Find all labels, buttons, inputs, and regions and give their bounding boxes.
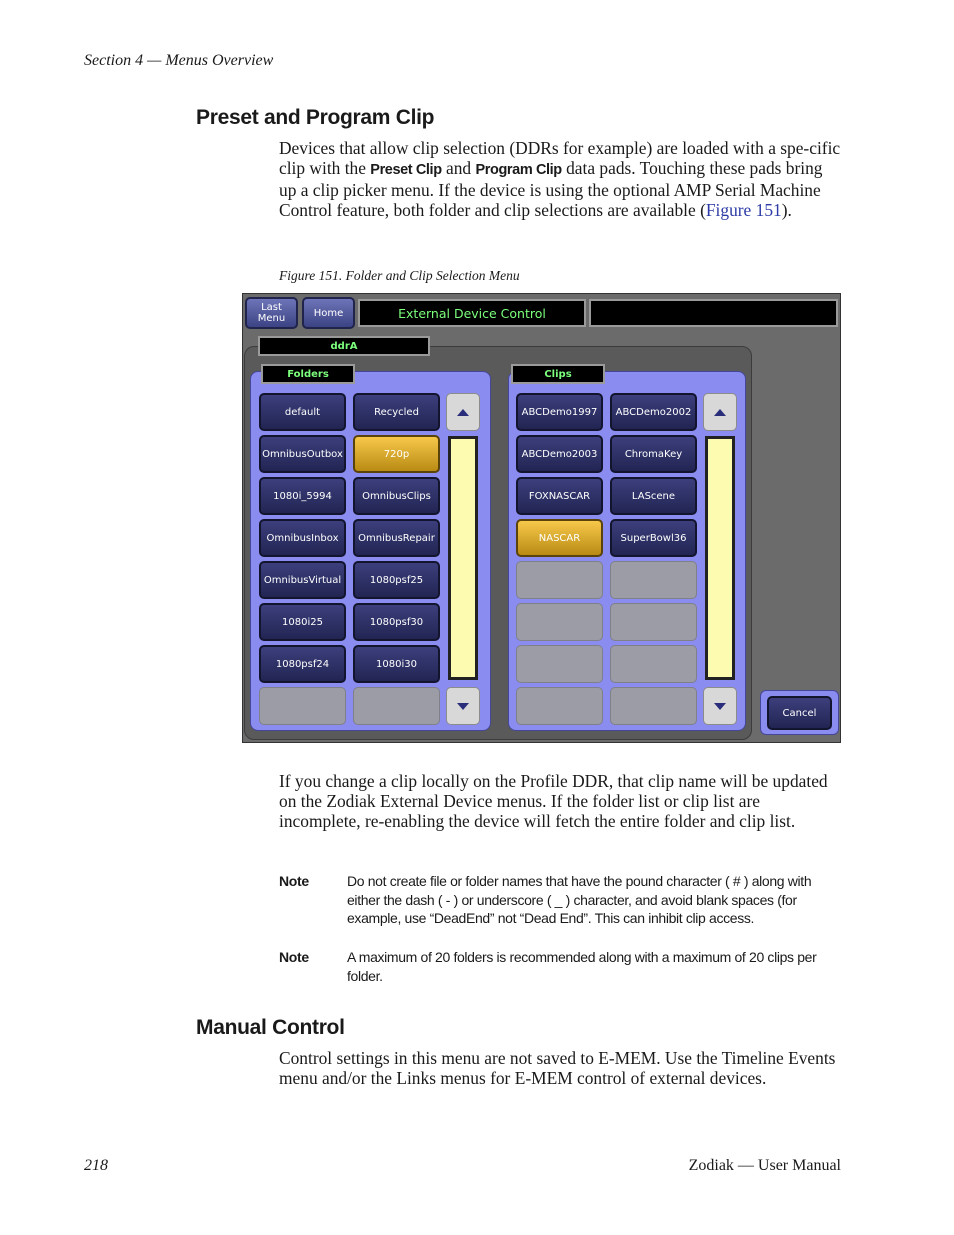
title-blank-field [589, 299, 838, 327]
folder-button[interactable]: Recycled [353, 393, 440, 431]
folder-button[interactable]: 1080i30 [353, 645, 440, 683]
folder-clip-selection-screenshot [242, 293, 841, 743]
preset-paragraph [279, 138, 844, 220]
clips-scrollbar[interactable] [705, 436, 735, 680]
preset-text-3: data pads. Touching these pads bring up a clip picker menu. If the device is using the optional AMP Serial Machine Control feature, both folder and clip selections are available ( [279, 158, 823, 220]
arrow-up-icon [714, 409, 726, 416]
folders-tab: Folders [261, 364, 355, 384]
folder-button[interactable]: 1080psf25 [353, 561, 440, 599]
clip-button-selected[interactable]: NASCAR [516, 519, 603, 557]
clip-button[interactable]: FOXNASCAR [516, 477, 603, 515]
clip-button[interactable]: SuperBowl36 [610, 519, 697, 557]
empty-clip-slot [516, 687, 603, 725]
folder-button[interactable]: 1080i_5994 [259, 477, 346, 515]
cancel-button[interactable]: Cancel [767, 696, 832, 730]
clip-button[interactable]: ABCDemo2002 [610, 393, 697, 431]
figure-caption: Figure 151. Folder and Clip Selection Menu [279, 268, 520, 283]
note-label: Note [279, 873, 309, 889]
folder-button[interactable]: OmnibusClips [353, 477, 440, 515]
preset-clip-term: Preset Clip [370, 162, 442, 178]
section-title-manual: Manual Control [196, 1016, 345, 1039]
empty-clip-slot [516, 561, 603, 599]
preset-text-4: ). [781, 200, 792, 220]
section-title-preset: Preset and Program Clip [196, 106, 435, 129]
folder-button[interactable]: OmnibusInbox [259, 519, 346, 557]
folder-button[interactable]: 1080psf24 [259, 645, 346, 683]
empty-clip-slot [610, 687, 697, 725]
preset-text-1: Devices that allow clip selection (DDRs for example) are loaded with a spe-cific clip with the [279, 138, 841, 178]
folder-button[interactable]: OmnibusRepair [353, 519, 440, 557]
empty-clip-slot [610, 561, 697, 599]
folders-scrollbar[interactable] [448, 436, 478, 680]
empty-folder-slot [353, 687, 440, 725]
folders-scroll-up[interactable] [446, 393, 480, 431]
manual-name: Zodiak — User Manual [688, 1157, 841, 1174]
folder-button[interactable]: 1080i25 [259, 603, 346, 641]
manual-paragraph: Control settings in this menu are not saved to E-MEM. Use the Timeline Events menu and/or the Links menus for E-MEM control of external devices. [279, 1048, 836, 1088]
clip-button[interactable]: ABCDemo1997 [516, 393, 603, 431]
last-menu-button[interactable]: Last Menu [245, 297, 298, 329]
update-paragraph: If you change a clip locally on the Profile DDR, that clip name will be updated on the Zodiak External Device menus. If the folder list or clip list are incomplete, re-enabling the device will fetch the entire folder and clip list. [279, 771, 828, 831]
home-button[interactable]: Home [302, 297, 355, 329]
folder-button[interactable]: OmnibusVirtual [259, 561, 346, 599]
clip-button[interactable]: ABCDemo2003 [516, 435, 603, 473]
device-tab: ddrA [258, 336, 430, 356]
menu-title: External Device Control [358, 299, 586, 327]
empty-clip-slot [516, 603, 603, 641]
empty-clip-slot [610, 603, 697, 641]
empty-folder-slot [259, 687, 346, 725]
folders-scroll-down[interactable] [446, 687, 480, 725]
clips-scroll-up[interactable] [703, 393, 737, 431]
folder-button[interactable]: default [259, 393, 346, 431]
note-text: A maximum of 20 folders is recommended along with a maximum of 20 clips per folder. [347, 949, 817, 984]
folder-button-selected[interactable]: 720p [353, 435, 440, 473]
program-clip-term: Program Clip [475, 162, 562, 178]
clip-button[interactable]: ChromaKey [610, 435, 697, 473]
arrow-up-icon [457, 409, 469, 416]
clips-scroll-down[interactable] [703, 687, 737, 725]
folder-button[interactable]: OmnibusOutbox [259, 435, 346, 473]
note-text: Do not create file or folder names that have the pound character ( # ) along with either the dash ( - ) or underscore ( _ ) character, and avoid blank spaces (for example, use “DeadEnd” not “Dead End”. This can inhibit clip access. [347, 873, 812, 926]
preset-text-2: and [446, 158, 472, 178]
running-header: Section 4 — Menus Overview [84, 52, 274, 69]
note-label: Note [279, 949, 309, 965]
empty-clip-slot [610, 645, 697, 683]
clip-button[interactable]: LAScene [610, 477, 697, 515]
clips-tab: Clips [511, 364, 605, 384]
folder-button[interactable]: 1080psf30 [353, 603, 440, 641]
arrow-down-icon [714, 703, 726, 710]
page-number: 218 [84, 1157, 108, 1174]
cancel-frame [760, 690, 839, 735]
arrow-down-icon [457, 703, 469, 710]
figure-151-link[interactable]: Figure 151 [705, 200, 782, 220]
empty-clip-slot [516, 645, 603, 683]
